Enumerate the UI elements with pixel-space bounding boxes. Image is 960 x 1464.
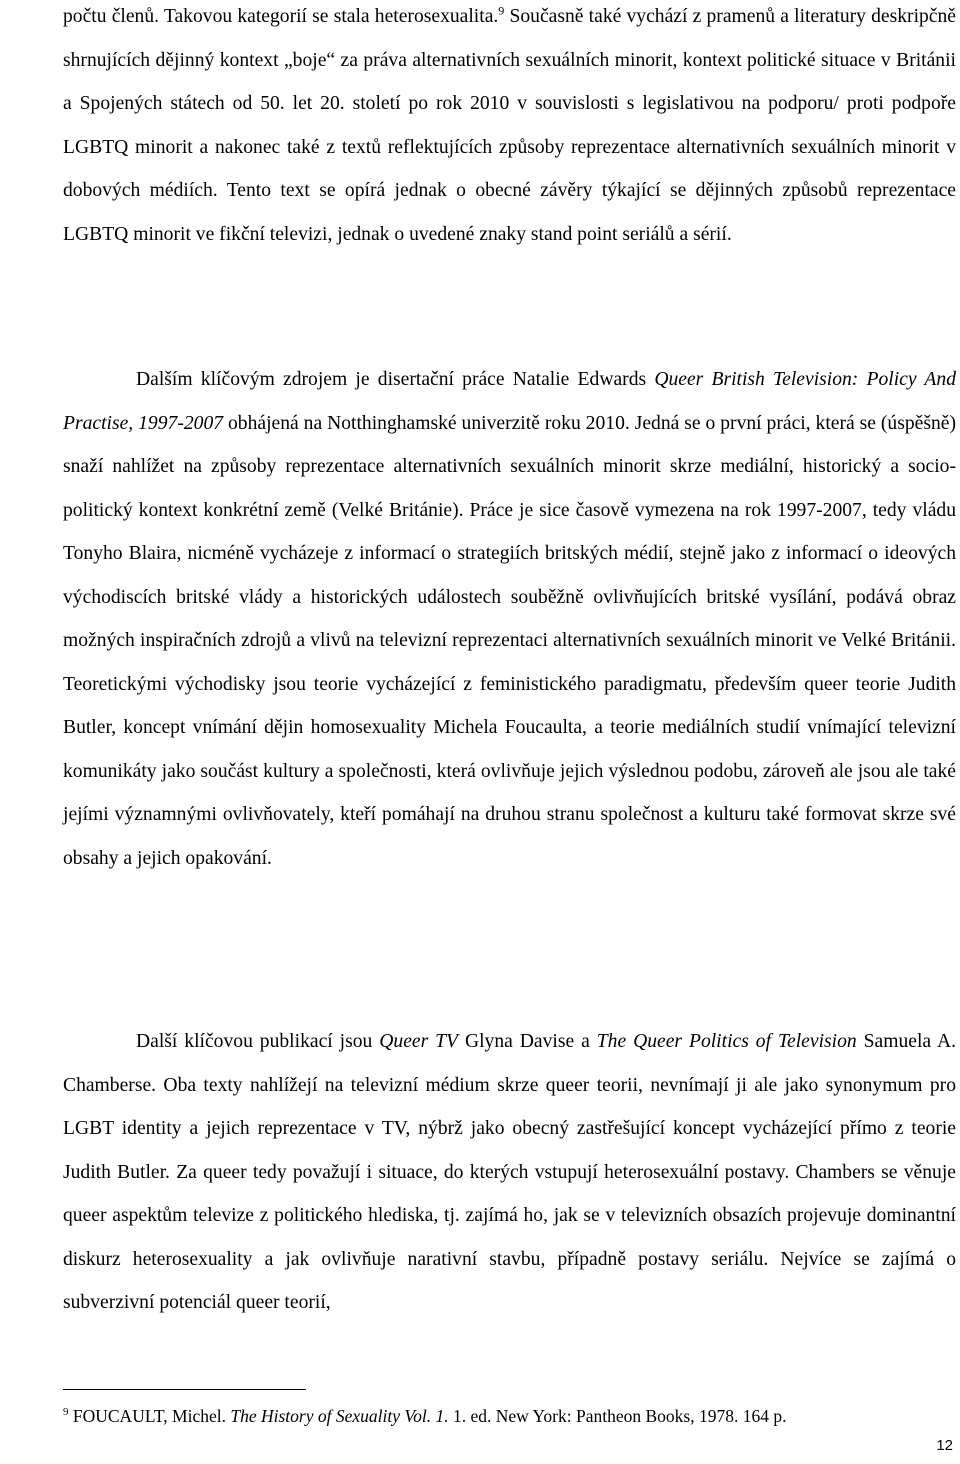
paragraph-3-text-end: Samuela A. Chamberse. Oba texty nahlížejí na televizní médium skrze queer teorii, nevnímají ji ale jako synonymum pro LGBT identity a jejich reprezentace v TV, nýbrž jako obecný zastřešující koncept vycházející přímo z teorie Judith Butler. Za queer tedy považují i situace, do kterých vstupují heterosexuální postavy. Chambers se věnuje queer aspektům televize z politického hlediska, tj. zajímá ho, jak se v televizních obsazích projevuje dominantní diskurz heterosexuality a jak ovlivňuje narativní stavbu, případně postavy seriálu. Nejvíce se zajímá o subverzivní potenciál queer teorií, [63, 1031, 956, 1313]
footnote-text-start: FOUCAULT, Michel. [68, 1406, 231, 1426]
footnote [63, 1401, 956, 1431]
footnote-text-end: 1. ed. New York: Pantheon Books, 1978. 164 p. [448, 1406, 787, 1426]
cited-work-title-queer-tv: Queer TV [379, 1031, 459, 1052]
footnote-number: 9 [63, 1406, 69, 1419]
body-paragraph-3 [63, 1020, 956, 1325]
cited-work-title-queer-politics: The Queer Politics of Television [596, 1031, 857, 1052]
paragraph-2-text-end: obhájená na Notthinghamské univerzitě roku 2010. Jedná se o první práci, která se (úspěšně) snaží nahlížet na způsoby reprezentace alternativních sexuálních minorit skrze mediální, historický a socio-politický kontext konkrétní země (Velké Británie). Práce je sice časově vymezena na rok 1997-2007, tedy vládu Tonyho Blaira, nicméně vycházeje z informací o strategiích britských médií, stejně jako z informací o ideových východiscích britské vlády a historických událostech souběžně ovlivňujících britské vysílání, podává obraz možných inspiračních zdrojů a vlivů na televizní reprezentaci alternativních sexuálních minorit ve Velké Británii. Teoretickými východisky jsou teorie vycházející z feministického paradigmatu, především queer teorie Judith Butler, koncept vnímání dějin homosexuality Michela Foucaulta, a teorie mediálních studií vnímající televizní komunikáty jako součást kultury a společnosti, která ovlivňuje jejich výslednou podobu, zároveň ale jsou ale také jejími významnými ovlivňovately, kteří pomáhají na druhou stranu společnost a kulturu také formovat skrze své obsahy a jejich opakování. [63, 412, 956, 869]
body-paragraph-2 [63, 358, 956, 880]
page-number: 12 [936, 1437, 953, 1454]
body-paragraph-1 [63, 0, 956, 256]
footnote-reference[interactable]: 9 [498, 3, 505, 18]
paragraph-1-text-start: počtu členů. Takovou kategorií se stala heterosexualita. [63, 6, 499, 27]
paragraph-1-text-end: Současně také vychází z pramenů a literatury deskripčně shrnujících dějinný kontext „boje“ za práva alternativních sexuálních minorit, kontext politické situace v Británii a Spojených státech od 50. let 20. století po rok 2010 v souvislosti s legislativou na podporu/ proti podpoře LGBTQ minorit a nakonec také z textů reflektujících způsoby reprezentace alternativních sexuálních minorit v dobových médiích. Tento text se opírá jednak o obecné závěry týkající se dějinných způsobů reprezentace LGBTQ minorit ve fikční televizi, jednak o uvedené znaky stand point seriálů a sérií. [63, 6, 957, 245]
cited-work-title: Queer British Television: Policy And Practise, 1997-2007 [63, 369, 956, 434]
paragraph-3-text-middle: Glyna Davise a [458, 1031, 597, 1052]
paragraph-3-text-start: Další klíčovou publikací jsou [136, 1031, 380, 1052]
paragraph-2-text-start: Dalším klíčovým zdrojem je disertační práce Natalie Edwards [136, 369, 655, 390]
footnote-separator [63, 1389, 306, 1390]
footnote-cited-title: The History of Sexuality Vol. 1. [230, 1406, 449, 1426]
